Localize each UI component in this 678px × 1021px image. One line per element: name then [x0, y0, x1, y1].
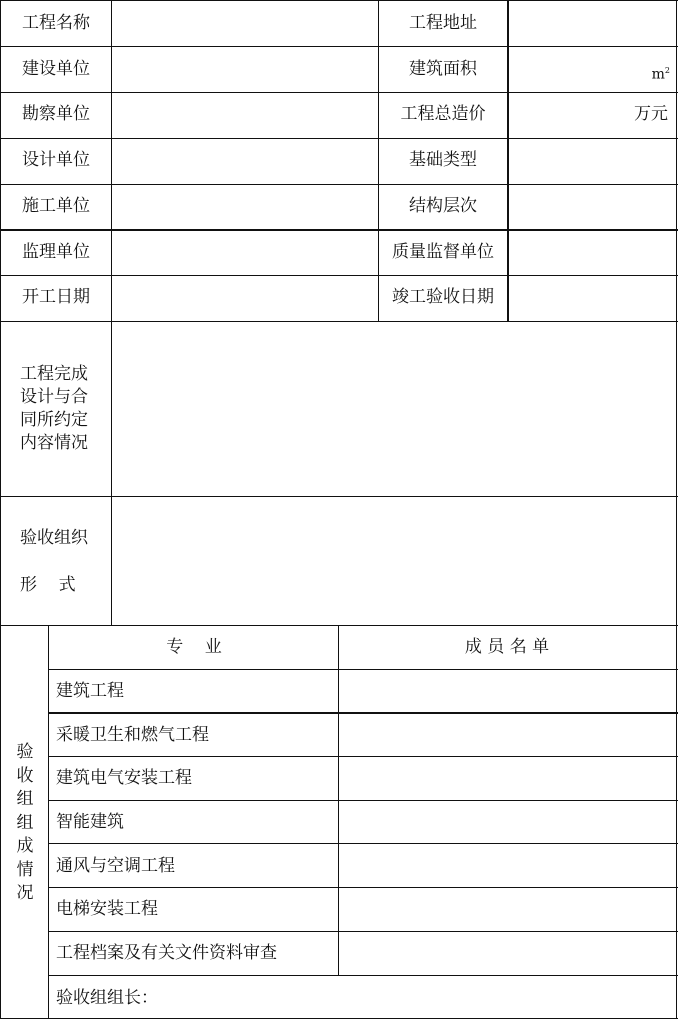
rule-line	[507, 0, 509, 321]
rule-line	[0, 0, 1, 1019]
foundation-label: 基础类型	[409, 150, 477, 170]
specialty-row: 电梯安装工程	[56, 899, 158, 919]
rule-line	[0, 496, 678, 497]
project-address-label: 工程地址	[409, 13, 477, 33]
rule-line	[0, 625, 678, 626]
rule-line	[48, 975, 678, 976]
project-name-label: 工程名称	[22, 13, 90, 33]
rule-line	[48, 931, 678, 932]
rule-line	[338, 625, 339, 975]
design-label: 设计单位	[22, 150, 90, 170]
specialty-row: 智能建筑	[56, 812, 124, 832]
specialty-header: 专 业	[166, 637, 222, 657]
rule-line	[676, 0, 677, 1019]
construction-label: 施工单位	[22, 196, 90, 216]
rule-line	[0, 184, 678, 185]
supervision-label: 监理单位	[22, 242, 90, 262]
rule-line	[0, 138, 678, 139]
rule-line	[48, 669, 678, 670]
area-unit: $m^2$	[651, 66, 670, 83]
specialty-row: 工程档案及有关文件资料审查	[56, 943, 277, 963]
rule-line	[48, 625, 49, 1019]
structure-label: 结构层次	[409, 196, 477, 216]
specialty-row: 通风与空调工程	[56, 856, 175, 876]
rule-line	[48, 800, 678, 801]
rule-line	[0, 0, 678, 1]
rule-line	[0, 92, 678, 93]
rule-line	[48, 756, 678, 757]
rule-line	[48, 843, 678, 844]
completion-date-label: 竣工验收日期	[392, 287, 494, 307]
total-cost-label: 工程总造价	[400, 104, 486, 124]
rule-line	[48, 712, 678, 714]
specialty-row: 建筑电气安装工程	[56, 768, 192, 788]
rule-line	[0, 1018, 678, 1019]
rule-line	[48, 887, 678, 888]
building-area-label: 建筑面积	[409, 59, 477, 79]
rule-line	[0, 275, 678, 276]
specialty-row: 建筑工程	[56, 681, 124, 701]
committee-leader-label: 验收组组长：	[56, 988, 158, 1008]
rule-line	[378, 0, 379, 321]
acceptance-form-label-line2: 形 式	[20, 575, 76, 595]
committee-side-label: 验 收 组 组 成 情 况	[16, 742, 34, 903]
contract-content-label: 工程完成 设计与合 同所约定 内容情况	[20, 364, 88, 453]
cost-unit: 万元	[634, 104, 668, 124]
quality-supervision-label: 质量监督单位	[392, 242, 494, 262]
rule-line	[0, 321, 678, 322]
survey-label: 勘察单位	[22, 104, 90, 124]
developer-label: 建设单位	[22, 59, 90, 79]
start-date-label: 开工日期	[22, 287, 90, 307]
specialty-row: 采暖卫生和燃气工程	[56, 725, 209, 745]
rule-line	[0, 46, 678, 47]
members-header: 成 员 名 单	[464, 637, 550, 657]
rule-line	[111, 0, 112, 625]
rule-line	[0, 229, 678, 231]
acceptance-form-label-line1: 验收组织	[20, 528, 88, 548]
